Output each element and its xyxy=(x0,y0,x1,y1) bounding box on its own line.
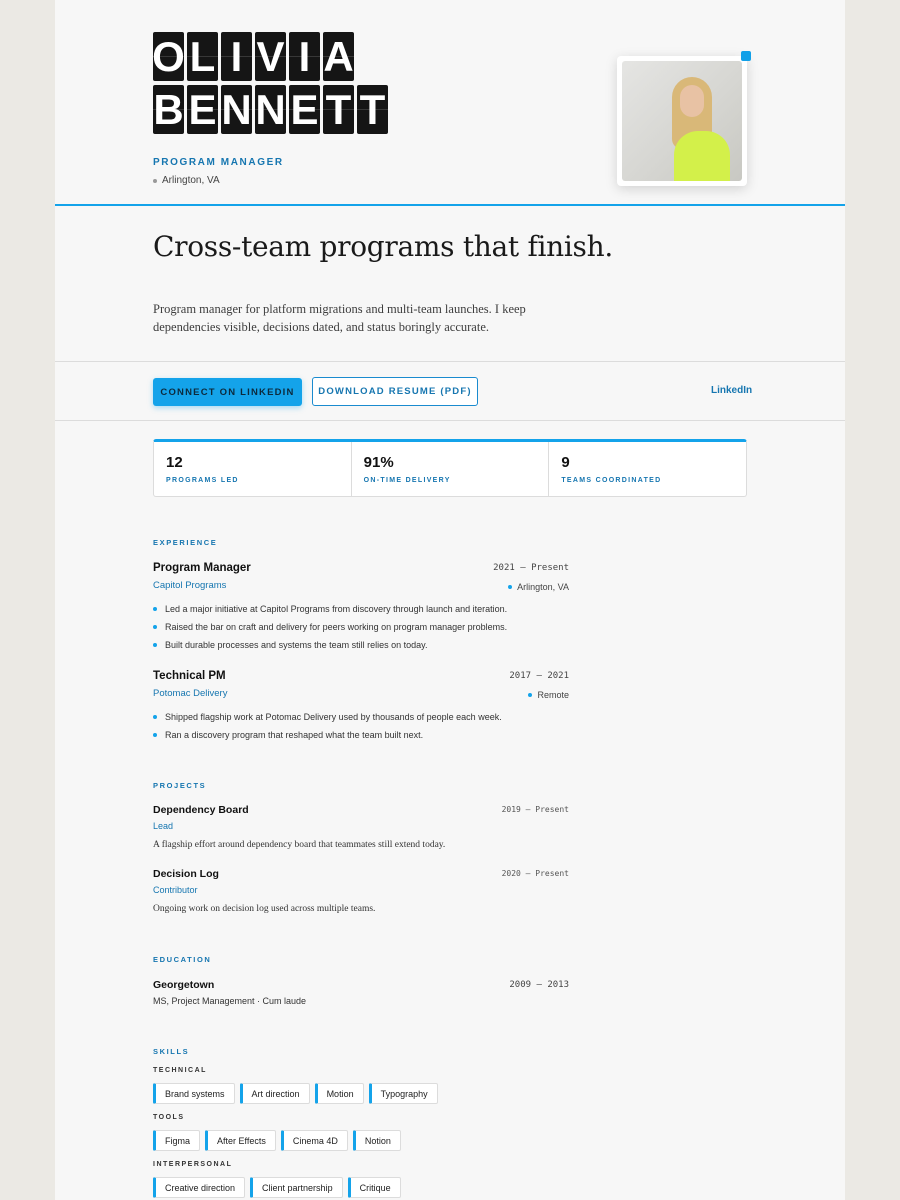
job-location xyxy=(528,690,569,700)
name-letter-tile: A xyxy=(323,32,354,80)
bullet-dot-icon xyxy=(153,715,157,719)
name-letter-tile: I xyxy=(221,32,252,81)
school-name: Georgetown xyxy=(153,979,215,991)
download-resume-button[interactable]: DOWNLOAD RESUME (PDF) xyxy=(312,377,478,406)
location-dot-icon xyxy=(153,179,157,183)
location-text: Arlington, VA xyxy=(162,175,220,186)
list-item-text: Shipped flagship work at Potomac Delivery used by thousands of people each week. xyxy=(165,712,502,722)
stat-value: 12 xyxy=(166,454,183,471)
education-dates: 2009 — 2013 xyxy=(509,980,569,990)
job-location-text: Arlington, VA xyxy=(517,582,569,592)
skill-chip: Brand systems xyxy=(153,1083,235,1104)
projects-heading: PROJECTS xyxy=(153,781,207,790)
stat-label: ON-TIME DELIVERY xyxy=(363,477,451,484)
job-title: Program Manager xyxy=(153,562,251,574)
job-location xyxy=(508,582,569,592)
project-title: Dependency Board xyxy=(153,804,249,816)
portrait-face xyxy=(680,85,704,117)
project-dates: 2019 — Present xyxy=(501,805,569,814)
skill-chip: Cinema 4D xyxy=(281,1130,348,1151)
education-heading: EDUCATION xyxy=(153,955,212,964)
list-item-text: Ran a discovery program that reshaped what the team built next. xyxy=(165,730,424,740)
intro-paragraph: Program manager for platform migrations and multi-team launches. I keep dependencies visible, decisions dated, and status boringly accurate. xyxy=(153,302,526,334)
header-divider xyxy=(55,204,845,206)
name-tiles xyxy=(153,32,388,138)
list-item xyxy=(153,708,569,726)
education-entry xyxy=(153,979,569,1006)
experience-entry xyxy=(153,670,569,744)
skill-chips-tools xyxy=(153,1130,401,1151)
stat-value: 91% xyxy=(363,454,394,471)
header xyxy=(55,0,845,205)
list-item xyxy=(153,636,569,654)
skill-chips-interpersonal xyxy=(153,1177,401,1198)
list-item-text: Built durable processes and systems the team still relies on today. xyxy=(165,640,428,650)
list-item xyxy=(153,726,569,744)
skill-chip: Art direction xyxy=(240,1083,310,1104)
name-line-first xyxy=(153,32,388,81)
job-title: PROGRAM MANAGER xyxy=(153,157,284,168)
company-name: Capitol Programs xyxy=(153,580,227,591)
stat-label: TEAMS COORDINATED xyxy=(561,477,662,484)
skill-chip: Client partnership xyxy=(250,1177,343,1198)
job-location-text: Remote xyxy=(537,690,569,700)
location-dot-icon xyxy=(528,693,532,697)
skill-category-technical: TECHNICAL xyxy=(153,1067,207,1074)
project-entry xyxy=(153,804,569,850)
project-entry xyxy=(153,868,569,914)
bullet-dot-icon xyxy=(153,625,157,629)
skill-chip: Typography xyxy=(369,1083,438,1104)
name-line-last xyxy=(153,85,388,134)
stats-panel xyxy=(153,439,747,497)
project-title: Decision Log xyxy=(153,868,219,880)
name-letter-tile: O xyxy=(152,32,185,80)
stat-teams xyxy=(549,442,746,496)
skill-category-tools: TOOLS xyxy=(153,1114,185,1121)
portrait-image xyxy=(622,61,742,181)
cta-bar xyxy=(55,361,845,421)
skill-chip: Notion xyxy=(353,1130,401,1151)
name-letter-tile: N xyxy=(255,85,286,133)
company-name: Potomac Delivery xyxy=(153,688,228,699)
experience-entry xyxy=(153,562,569,654)
achievement-list xyxy=(153,708,569,744)
skill-chip: Critique xyxy=(348,1177,401,1198)
experience-heading: EXPERIENCE xyxy=(153,538,218,547)
location-dot-icon xyxy=(508,585,512,589)
project-role: Lead xyxy=(153,821,174,831)
job-dates: 2021 — Present xyxy=(493,563,569,573)
job-dates: 2017 — 2021 xyxy=(509,671,569,681)
skills-heading: SKILLS xyxy=(153,1047,190,1056)
skill-chip: Figma xyxy=(153,1130,200,1151)
skill-chips-technical xyxy=(153,1083,438,1104)
bullet-dot-icon xyxy=(153,607,157,611)
degree-detail: MS, Project Management · Cum laude xyxy=(153,996,307,1006)
bullet-dot-icon xyxy=(153,643,157,647)
profile-photo xyxy=(617,56,747,186)
skill-chip: Creative direction xyxy=(153,1177,245,1198)
list-item-text: Raised the bar on craft and delivery for peers working on program manager problems. xyxy=(165,622,508,632)
name-letter-tile: B xyxy=(153,85,184,133)
project-description: A flagship effort around dependency board that teammates still extend today. xyxy=(153,840,446,850)
name-letter-tile: I xyxy=(289,32,320,81)
stat-programs xyxy=(154,442,352,496)
name-letter-tile: L xyxy=(187,32,218,81)
project-dates: 2020 — Present xyxy=(501,869,569,878)
stat-value: 9 xyxy=(561,454,570,471)
connect-linkedin-button[interactable]: CONNECT ON LINKEDIN xyxy=(153,378,302,406)
list-item xyxy=(153,600,569,618)
location xyxy=(153,175,220,186)
name-letter-tile: T xyxy=(323,85,354,134)
skill-chip: Motion xyxy=(315,1083,364,1104)
project-description: Ongoing work on decision log used across multiple teams. xyxy=(153,904,376,914)
job-title: Technical PM xyxy=(153,670,226,682)
square-badge-icon xyxy=(741,51,751,61)
resume-page xyxy=(55,0,845,1200)
name-letter-tile: T xyxy=(357,85,388,134)
linkedin-link[interactable]: LinkedIn xyxy=(711,385,753,396)
bullet-dot-icon xyxy=(153,733,157,737)
name-letter-tile: N xyxy=(221,85,252,133)
name-letter-tile: E xyxy=(188,85,217,133)
project-role: Contributor xyxy=(153,885,198,895)
portrait-top xyxy=(674,131,730,181)
list-item xyxy=(153,618,569,636)
skill-chip: After Effects xyxy=(205,1130,276,1151)
achievement-list xyxy=(153,600,569,654)
stat-label: PROGRAMS LED xyxy=(166,477,239,484)
stat-delivery xyxy=(352,442,550,496)
skill-category-interpersonal: INTERPERSONAL xyxy=(153,1161,233,1168)
name-letter-tile: V xyxy=(256,32,285,80)
list-item-text: Led a major initiative at Capitol Programs from discovery through launch and iteration. xyxy=(165,604,508,614)
name-letter-tile: E xyxy=(290,85,319,133)
headline: Cross-team programs that finish. xyxy=(153,230,613,263)
